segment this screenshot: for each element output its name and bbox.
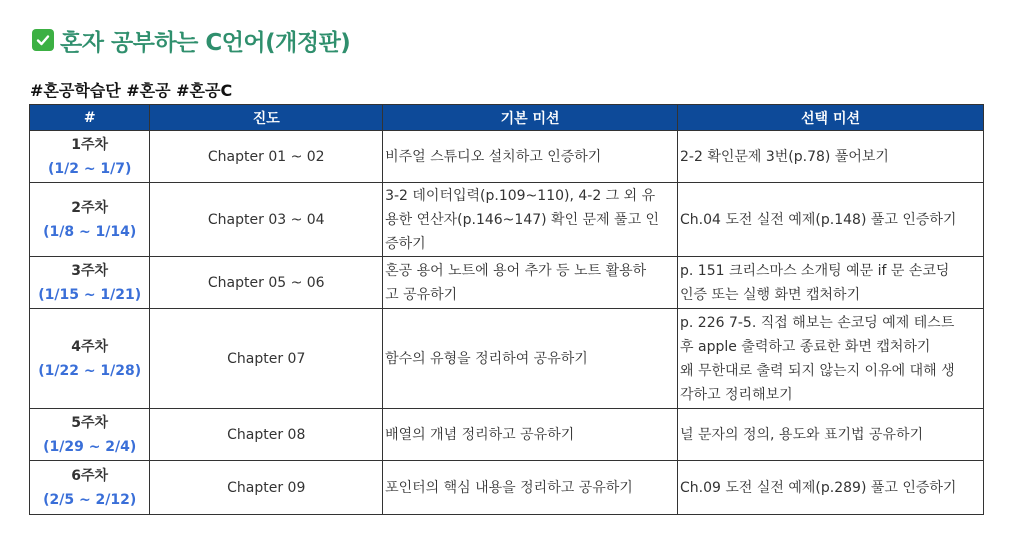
choice-mission-line: 2-2 확인문제 3번(p.78) 풀어보기 bbox=[680, 148, 889, 165]
check-mark-svg bbox=[35, 32, 51, 48]
choice-mission-cell bbox=[678, 131, 984, 183]
choice-mission-cell bbox=[678, 409, 984, 461]
basic-mission-line: 혼공 용어 노트에 용어 추가 등 노트 활용하 bbox=[385, 262, 647, 279]
choice-mission-line: 각하고 정리해보기 bbox=[680, 386, 793, 403]
week-label: 2주차 bbox=[71, 199, 109, 216]
column-header-progress: 진도 bbox=[150, 105, 383, 131]
choice-mission-line: 왜 무한대로 출력 되지 않는지 이유에 대해 생 bbox=[680, 362, 955, 379]
basic-mission-line: 배열의 개념 정리하고 공유하기 bbox=[385, 426, 575, 443]
study-schedule-table bbox=[29, 104, 984, 515]
choice-mission-line: 인증 또는 실행 화면 캡처하기 bbox=[680, 286, 861, 303]
basic-mission-cell bbox=[383, 183, 678, 257]
week-dates: (1/2 ~ 1/7) bbox=[47, 160, 132, 177]
week-cell bbox=[30, 461, 150, 515]
progress-cell: Chapter 09 bbox=[150, 461, 383, 515]
week-cell bbox=[30, 409, 150, 461]
choice-mission-line: 후 apple 출력하고 종료한 화면 캡처하기 bbox=[680, 338, 931, 355]
check-icon bbox=[32, 29, 54, 51]
choice-mission-cell bbox=[678, 183, 984, 257]
basic-mission-line: 3-2 데이터입력(p.109~110), 4-2 그 외 유 bbox=[385, 187, 656, 204]
basic-mission-cell bbox=[383, 461, 678, 515]
week-cell bbox=[30, 257, 150, 309]
basic-mission-line: 용한 연산자(p.146~147) 확인 문제 풀고 인 bbox=[385, 211, 660, 228]
week-cell bbox=[30, 131, 150, 183]
week-label: 3주차 bbox=[71, 262, 109, 279]
week-cell bbox=[30, 309, 150, 409]
basic-mission-cell bbox=[383, 257, 678, 309]
progress-cell: Chapter 08 bbox=[150, 409, 383, 461]
week-cell bbox=[30, 183, 150, 257]
table-row bbox=[30, 183, 984, 257]
basic-mission-cell bbox=[383, 131, 678, 183]
progress-cell: Chapter 03 ~ 04 bbox=[150, 183, 383, 257]
basic-mission-cell bbox=[383, 309, 678, 409]
column-header-number: # bbox=[30, 105, 150, 131]
basic-mission-line: 증하기 bbox=[385, 235, 426, 252]
choice-mission-line: p. 151 크리스마스 소개팅 예문 if 문 손코딩 bbox=[680, 262, 950, 279]
table-row bbox=[30, 309, 984, 409]
progress-cell: Chapter 07 bbox=[150, 309, 383, 409]
title-row bbox=[32, 22, 350, 58]
choice-mission-line: 널 문자의 정의, 용도와 표기법 공유하기 bbox=[680, 426, 924, 443]
hashtags: #혼공학습단 #혼공 #혼공C bbox=[30, 81, 233, 100]
week-dates: (2/5 ~ 2/12) bbox=[43, 491, 137, 508]
week-label: 6주차 bbox=[71, 467, 109, 484]
week-label: 5주차 bbox=[71, 414, 109, 431]
basic-mission-line: 고 공유하기 bbox=[385, 286, 458, 303]
choice-mission-cell bbox=[678, 257, 984, 309]
week-dates: (1/8 ~ 1/14) bbox=[43, 223, 137, 240]
table-row bbox=[30, 461, 984, 515]
basic-mission-line: 함수의 유형을 정리하여 공유하기 bbox=[385, 350, 588, 367]
choice-mission-cell bbox=[678, 309, 984, 409]
column-header-choice-mission: 선택 미션 bbox=[678, 105, 984, 131]
choice-mission-line: Ch.04 도전 실전 예제(p.148) 풀고 인증하기 bbox=[680, 211, 957, 228]
week-dates: (1/22 ~ 1/28) bbox=[38, 362, 142, 379]
page-title: 혼자 공부하는 C언어(개정판) bbox=[60, 29, 351, 56]
table-row bbox=[30, 257, 984, 309]
basic-mission-cell bbox=[383, 409, 678, 461]
choice-mission-line: p. 226 7-5. 직접 해보는 손코딩 예제 테스트 bbox=[680, 314, 955, 331]
week-dates: (1/29 ~ 2/4) bbox=[43, 438, 137, 455]
week-dates: (1/15 ~ 1/21) bbox=[38, 286, 142, 303]
choice-mission-cell bbox=[678, 461, 984, 515]
week-label: 1주차 bbox=[71, 136, 109, 153]
choice-mission-line: Ch.09 도전 실전 예제(p.289) 풀고 인증하기 bbox=[680, 479, 957, 496]
basic-mission-line: 포인터의 핵심 내용을 정리하고 공유하기 bbox=[385, 479, 633, 496]
progress-cell: Chapter 05 ~ 06 bbox=[150, 257, 383, 309]
table-header-row bbox=[30, 105, 984, 131]
progress-cell: Chapter 01 ~ 02 bbox=[150, 131, 383, 183]
basic-mission-line: 비주얼 스튜디오 설치하고 인증하기 bbox=[385, 148, 602, 165]
week-label: 4주차 bbox=[71, 338, 109, 355]
table-row bbox=[30, 131, 984, 183]
table-row bbox=[30, 409, 984, 461]
column-header-basic-mission: 기본 미션 bbox=[383, 105, 678, 131]
